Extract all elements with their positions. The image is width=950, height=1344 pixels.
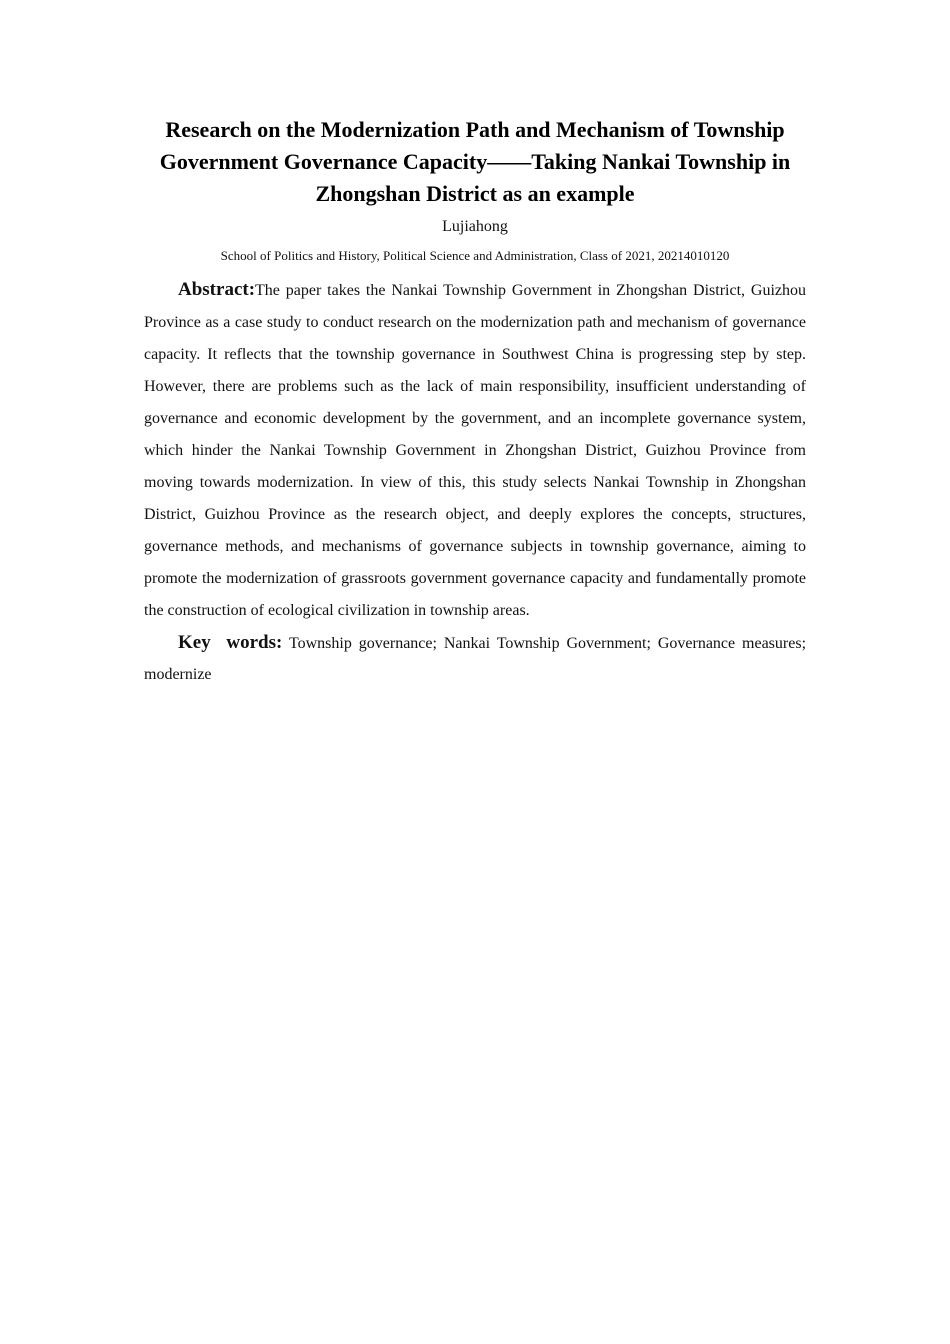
author-affiliation: School of Politics and History, Political Science and Administration, Class of 2021, 20214010120 bbox=[220, 248, 730, 263]
abstract-paragraph bbox=[144, 274, 806, 627]
title-line-1: Research on the Modernization Path and Mechanism of Township bbox=[165, 117, 785, 142]
paper-title bbox=[144, 114, 806, 210]
keywords-text: Township governance; Nankai Township Government; Governance measures; modernize bbox=[144, 635, 807, 683]
title-line-2: Government Governance Capacity——Taking Nankai Township in bbox=[159, 149, 791, 174]
paper-page bbox=[144, 114, 806, 690]
abstract-text: The paper takes the Nankai Township Government in Zhongshan District, Guizhou Province as a case study to conduct research on the modernization path and mechanism of governance capacity. It reflects that the township governance in Southwest China is progressing step by step. However, there are problems such as the lack of main responsibility, insufficient understanding of governance and economic development by the government, and an incomplete governance system, which hinder the Nankai Township Government in Zhongshan District, Guizhou Province from moving towards modernization. In view of this, this study selects Nankai Township in Zhongshan District, Guizhou Province as the research object, and deeply explores the concepts, structures, governance methods, and mechanisms of governance subjects in township governance, aiming to promote the modernization of grassroots government governance capacity and fundamentally promote the construction of ecological civilization in township areas. bbox=[144, 282, 806, 619]
keywords-label: Key words: bbox=[178, 632, 283, 653]
keywords-paragraph bbox=[144, 627, 806, 690]
author-name: Lujiahong bbox=[442, 218, 508, 235]
title-line-3: Zhongshan District as an example bbox=[315, 181, 635, 206]
abstract-label: Abstract: bbox=[178, 279, 256, 300]
